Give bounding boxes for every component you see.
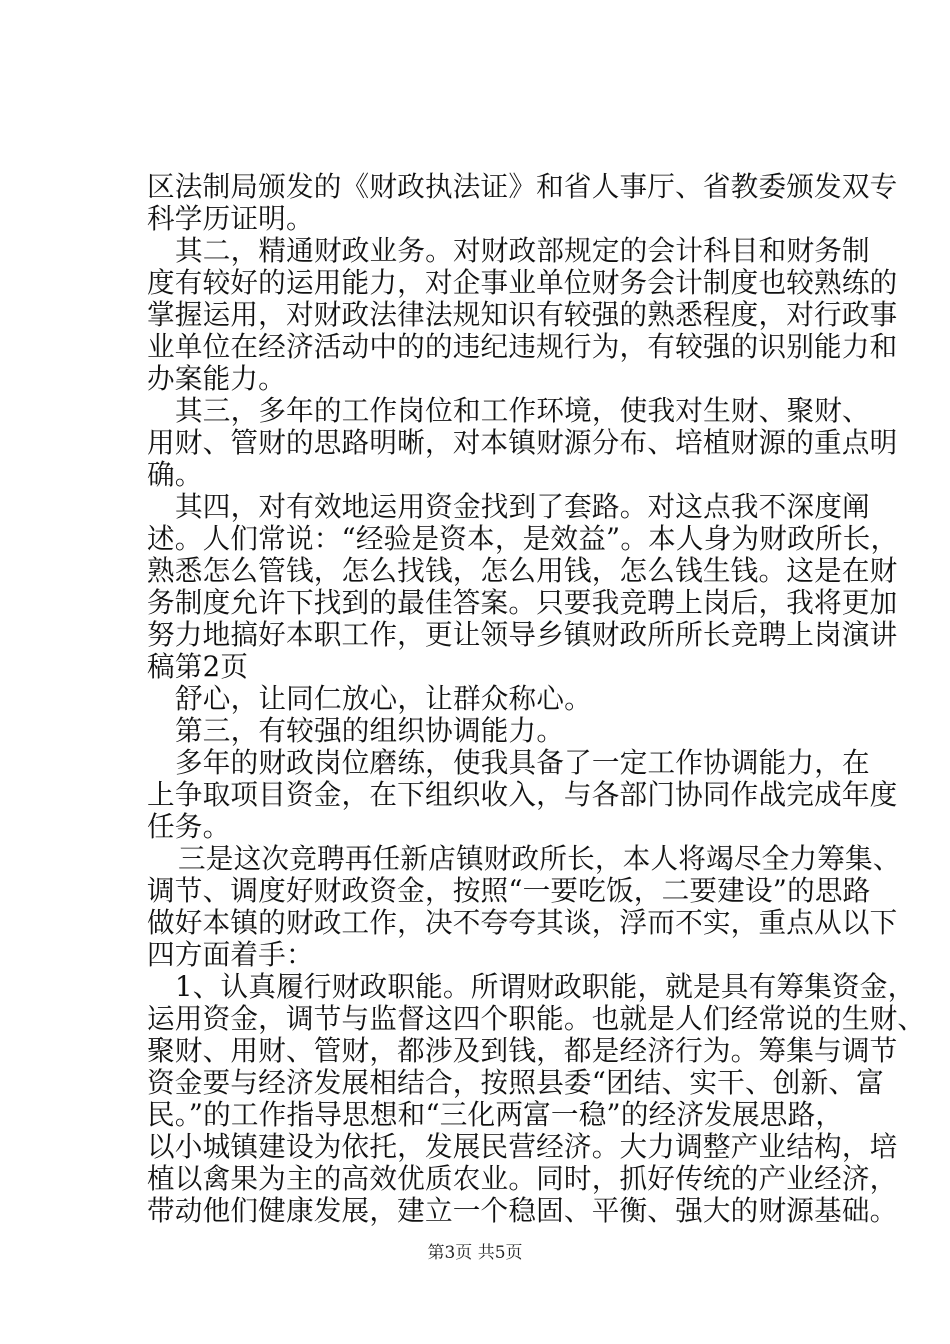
text-line: 民。”的工作指导思想和“三化两富一稳”的经济发展思路， bbox=[147, 1098, 844, 1131]
text-line: 多年的财政岗位磨练，使我具备了一定工作协调能力，在 bbox=[175, 746, 870, 779]
text-line: 四方面着手： bbox=[147, 938, 314, 971]
text-line: 确。 bbox=[147, 458, 203, 491]
text-line: 述。人们常说：“经验是资本，是效益”。本人身为财政所长， bbox=[147, 522, 899, 555]
text-line: 上争取项目资金，在下组织收入，与各部门协同作战完成年度 bbox=[147, 778, 898, 811]
text-line: 办案能力。 bbox=[147, 362, 286, 395]
text-line: 三是这次竞聘再任新店镇财政所长，本人将竭尽全力筹集、 bbox=[178, 842, 901, 875]
text-line: 掌握运用，对财政法律法规知识有较强的熟悉程度，对行政事 bbox=[147, 298, 898, 331]
text-line: 舒心，让同仁放心，让群众称心。 bbox=[175, 682, 592, 715]
text-line: 运用资金，调节与监督这四个职能。也就是人们经常说的生财、 bbox=[147, 1002, 926, 1035]
text-line: 1、认真履行财政职能。所谓财政职能，就是具有筹集资金， bbox=[175, 970, 916, 1003]
text-line: 调节、调度好财政资金，按照“一要吃饭，二要建设”的思路 bbox=[147, 874, 871, 907]
text-line: 度有较好的运用能力，对企事业单位财务会计制度也较熟练的 bbox=[147, 266, 898, 299]
text-line: 熟悉怎么管钱，怎么找钱，怎么用钱，怎么钱生钱。这是在财 bbox=[147, 554, 898, 587]
text-line: 做好本镇的财政工作，决不夸夸其谈，浮而不实，重点从以下 bbox=[147, 906, 898, 939]
text-line: 努力地搞好本职工作，更让领导乡镇财政所所长竞聘上岗演讲 bbox=[147, 618, 898, 651]
text-line: 其三，多年的工作岗位和工作环境，使我对生财、聚财、 bbox=[175, 394, 870, 427]
text-line: 资金要与经济发展相结合，按照县委“团结、实干、创新、富 bbox=[147, 1066, 884, 1099]
text-line: 用财、管财的思路明晰，对本镇财源分布、培植财源的重点明 bbox=[147, 426, 898, 459]
text-line: 其二，精通财政业务。对财政部规定的会计科目和财务制 bbox=[175, 234, 870, 267]
text-line: 第三，有较强的组织协调能力。 bbox=[175, 714, 565, 747]
text-line: 稿第2页 bbox=[147, 650, 249, 683]
text-line: 带动他们健康发展，建立一个稳固、平衡、强大的财源基础。 bbox=[147, 1194, 898, 1227]
text-line: 科学历证明。 bbox=[147, 202, 314, 235]
text-line: 其四，对有效地运用资金找到了套路。对这点我不深度阐 bbox=[175, 490, 870, 523]
text-line: 任务。 bbox=[147, 810, 231, 843]
text-line: 植以禽果为主的高效优质农业。同时，抓好传统的产业经济， bbox=[147, 1162, 898, 1195]
text-line: 区法制局颁发的《财政执法证》和省人事厅、省教委颁发双专 bbox=[147, 170, 898, 203]
document-body bbox=[147, 170, 926, 1227]
text-line: 聚财、用财、管财，都涉及到钱，都是经济行为。筹集与调节 bbox=[147, 1034, 898, 1067]
text-line: 务制度允许下找到的最佳答案。只要我竞聘上岗后，我将更加 bbox=[147, 586, 898, 619]
page-number-footer: 第3页 共5页 bbox=[427, 1243, 523, 1263]
text-line: 业单位在经济活动中的的违纪违规行为，有较强的识别能力和 bbox=[147, 330, 898, 363]
text-line: 以小城镇建设为依托，发展民营经济。大力调整产业结构，培 bbox=[147, 1130, 898, 1163]
